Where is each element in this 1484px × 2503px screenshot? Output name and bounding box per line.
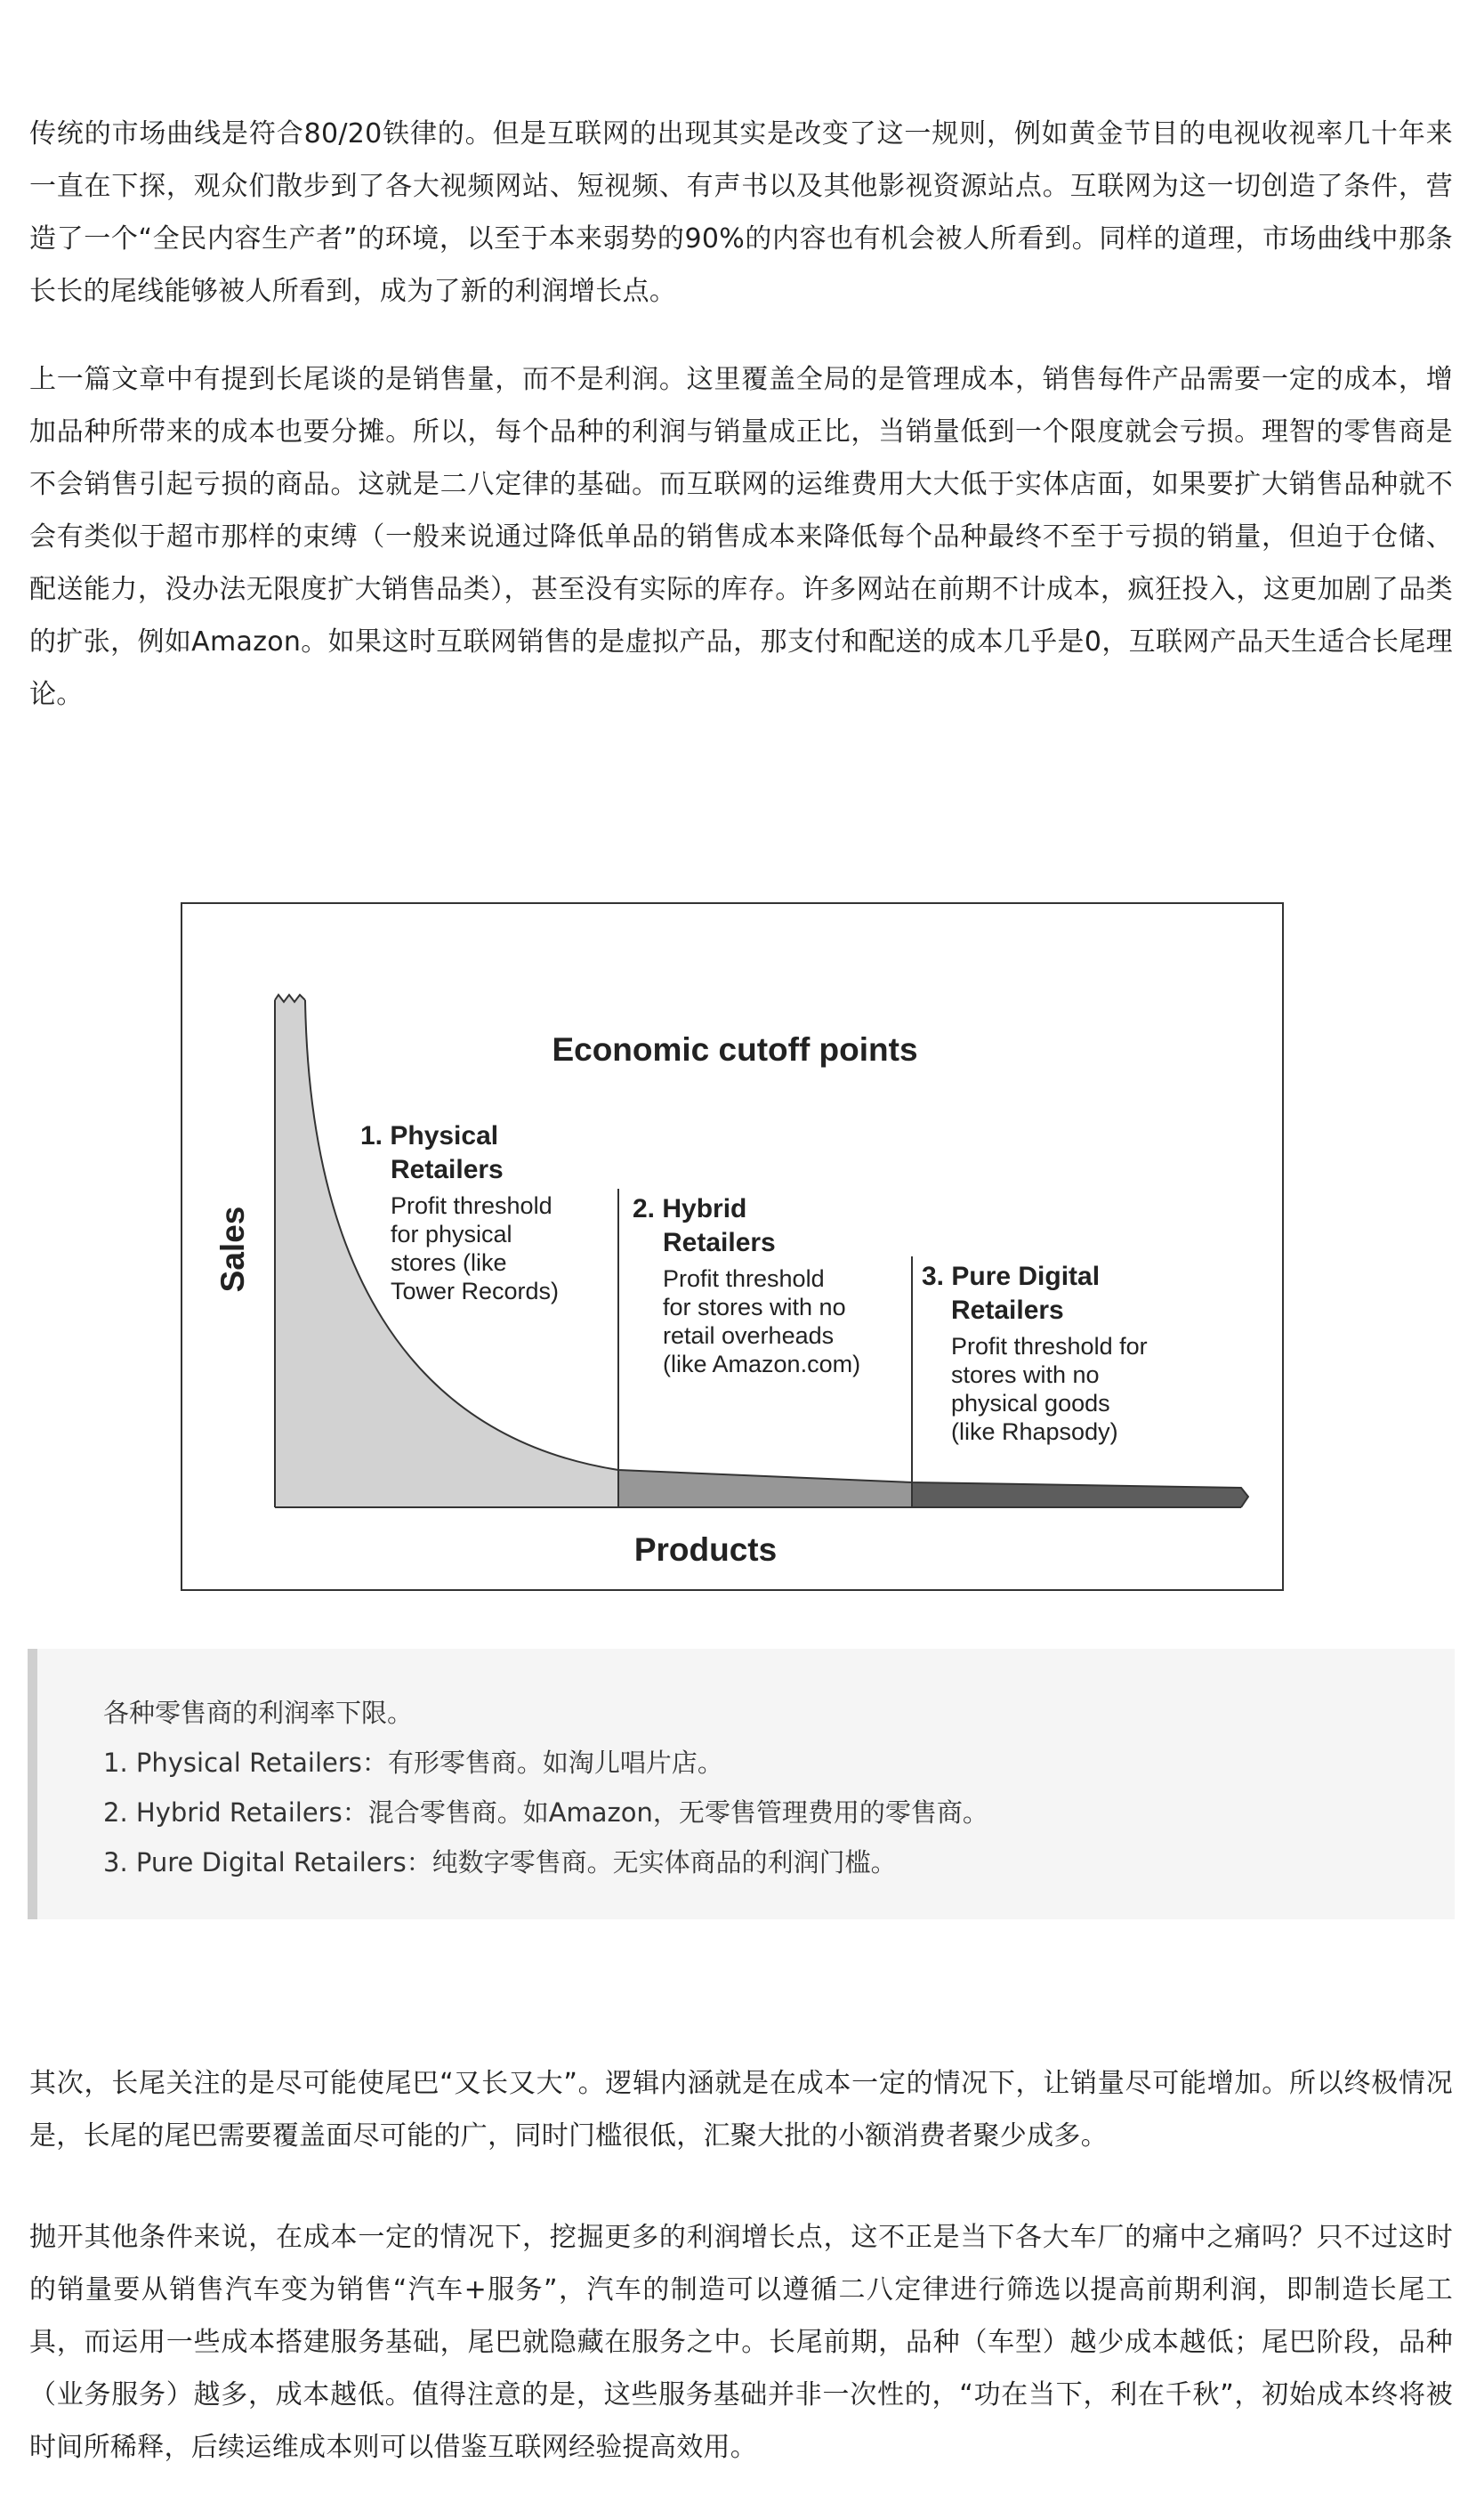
quote-line: 1. Physical Retailers：有形零售商。如淘儿唱片店。 (103, 1748, 723, 1778)
region-description: physical goods (951, 1390, 1110, 1417)
region-description: Profit threshold (663, 1265, 825, 1292)
region-description: Profit threshold for (951, 1333, 1148, 1360)
blockquote (28, 1649, 1455, 1919)
quote-line: 2. Hybrid Retailers：混合零售商。如Amazon，无零售管理费用的零售商。 (103, 1797, 988, 1828)
article-paragraph: 抛开其他条件来说，在成本一定的情况下，挖掘更多的利润增长点，这不正是当下各大车厂的痛中之痛吗？只不过这时的销量要从销售汽车变为销售“汽车+服务”，汽车的制造可以遵循二八定律进行筛选以提高前期利润，即制造长尾工具，而运用一些成本搭建服务基础，尾巴就隐藏在服务之中。长尾前期，品种（车型）越少成本越低；尾巴阶段，品种（业务服务）越多，成本越低。值得注意的是，这些服务基础并非一次性的，“功在当下，利在千秋”，初始成本终将被时间所稀释，后续运维成本则可以借鉴互联网经验提高效用。 (29, 2222, 1453, 2463)
article-paragraph: 其次，长尾关注的是尽可能使尾巴“又长又大”。逻辑内涵就是在成本一定的情况下，让销量尽可能增加。所以终极情况是，长尾的尾巴需要覆盖面尽可能的广，同时门槛很低，汇聚大批的小额消费者聚少成多。 (29, 2068, 1453, 2152)
region-heading: 1. Physical (360, 1121, 499, 1151)
chart-title: Economic cutoff points (552, 1031, 918, 1068)
region-heading: 2. Hybrid (633, 1194, 747, 1223)
quote-line: 各种零售商的利润率下限。 (103, 1698, 414, 1728)
region-description: for stores with no (663, 1294, 846, 1320)
article-paragraph: 传统的市场曲线是符合80/20铁律的。但是互联网的出现其实是改变了这一规则，例如黄金节目的电视收视率几十年来一直在下探，观众们散步到了各大视频网站、短视频、有声书以及其他影视资源站点。互联网为这一切创造了条件，营造了一个“全民内容生产者”的环境，以至于本来弱势的90%的内容也有机会被人所看到。同样的道理，市场曲线中那条长长的尾线能够被人所看到，成为了新的利润增长点。 (29, 118, 1453, 307)
quote-line: 3. Pure Digital Retailers：纯数字零售商。无实体商品的利润门槛。 (103, 1847, 897, 1877)
article-paragraph: 上一篇文章中有提到长尾谈的是销售量，而不是利润。这里覆盖全局的是管理成本，销售每件产品需要一定的成本，增加品种所带来的成本也要分摊。所以，每个品种的利润与销量成正比，当销量低到一个限度就会亏损。理智的零售商是不会销售引起亏损的商品。这就是二八定律的基础。而互联网的运维费用大大低于实体店面，如果要扩大销售品种就不会有类似于超市那样的束缚（一般来说通过降低单品的销售成本来降低每个品种最终不至于亏损的销量，但迫于仓储、配送能力，没办法无限度扩大销售品类），甚至没有实际的库存。许多网站在前期不计成本，疯狂投入，这更加剧了品类的扩张，例如Amazon。如果这时互联网销售的是虚拟产品，那支付和配送的成本几乎是0，互联网产品天生适合长尾理论。 (29, 364, 1453, 710)
region-description: stores with no (951, 1361, 1100, 1388)
region-description: retail overheads (663, 1322, 835, 1349)
long-tail-diagram (181, 902, 1284, 1591)
region-heading: 3. Pure Digital (922, 1262, 1101, 1291)
region-description: (like Amazon.com) (663, 1351, 861, 1377)
region-description: Tower Records) (391, 1278, 560, 1304)
region-description: Profit threshold (391, 1192, 552, 1219)
y-axis-label: Sales (214, 1206, 251, 1293)
x-axis-label: Products (633, 1531, 778, 1568)
region-description: for physical (391, 1221, 512, 1247)
region-heading: Retailers (951, 1296, 1064, 1325)
region-description: stores (like (391, 1249, 507, 1276)
region-heading: Retailers (663, 1228, 776, 1257)
region-heading: Retailers (391, 1155, 504, 1184)
region-description: (like Rhapsody) (951, 1418, 1118, 1445)
